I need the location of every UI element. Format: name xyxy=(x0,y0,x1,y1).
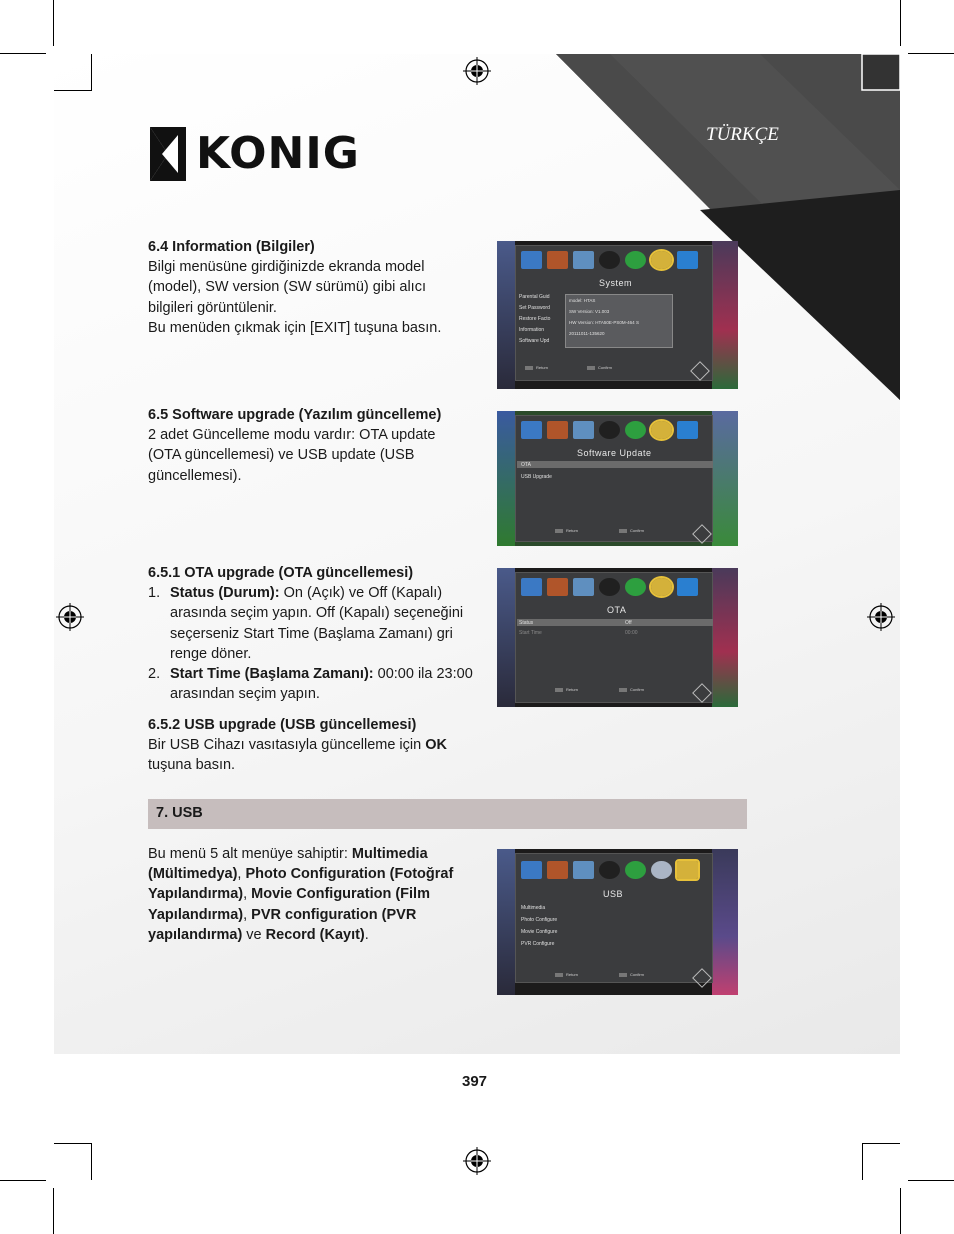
section-heading: 6.4 Information (Bilgiler) xyxy=(148,239,315,255)
footer-return xyxy=(525,365,548,370)
language-label: TÜRKÇE xyxy=(706,124,779,145)
chapter-bar xyxy=(148,799,747,829)
menu-title: OTA xyxy=(607,605,627,615)
background-image xyxy=(712,849,738,995)
menu-icon-row xyxy=(521,421,698,439)
crop-mark xyxy=(862,1143,900,1144)
section-heading: 6.5 Software upgrade (Yazılım güncelleme) xyxy=(148,407,442,423)
search-icon xyxy=(573,861,594,879)
term-label: Record (Kayıt) xyxy=(265,926,365,943)
paragraph-line: tuşuna basın. xyxy=(148,757,236,774)
usb-icon xyxy=(677,578,698,596)
term-label: yapılandırma) xyxy=(148,926,243,943)
info-line: model: HTAS xyxy=(569,298,596,303)
background-image xyxy=(712,241,738,389)
system-icon xyxy=(651,421,672,439)
paragraph-line: renge döner. xyxy=(170,645,252,662)
chapter-title: 7. USB xyxy=(156,805,203,821)
footer-label: Confirm xyxy=(630,972,645,977)
registration-mark-icon xyxy=(463,1147,491,1175)
menu-title: USB xyxy=(603,889,624,899)
tv-icon xyxy=(521,578,542,596)
setting-value: Off xyxy=(625,620,632,626)
info-line: HW Version: HTA50E-PS0M-464 S xyxy=(569,320,639,325)
exit-key-icon xyxy=(555,688,563,692)
selection-highlight xyxy=(517,461,713,468)
footer-confirm xyxy=(619,687,644,692)
background-image xyxy=(497,568,515,707)
footer-label: Return xyxy=(566,528,579,533)
exit-key-icon xyxy=(555,973,563,977)
ok-key-icon xyxy=(619,688,627,692)
tv-icon xyxy=(521,251,542,269)
page-number: 397 xyxy=(462,1073,488,1090)
clock-icon xyxy=(599,578,620,596)
info-line: 20111011-135620 xyxy=(569,331,605,336)
term-label: Status (Durum): xyxy=(170,585,280,602)
paragraph-line: 2 adet Güncelleme modu vardır: OTA update xyxy=(148,427,436,444)
paragraph-line: (model), SW version (SW sürümü) gibi alıcı xyxy=(148,279,426,296)
search-icon xyxy=(573,578,594,596)
exit-key-icon xyxy=(525,366,533,370)
paragraph-line: (OTA güncellemesi) ve USB update (USB xyxy=(148,447,415,464)
paragraph-line: Bu menüden çıkmak için [EXIT] tuşuna basın. xyxy=(148,319,442,336)
picture-icon xyxy=(547,251,568,269)
menu-item: Multimedia xyxy=(521,905,546,911)
term-label: Start Time (Başlama Zamanı): xyxy=(170,666,374,683)
system-icon xyxy=(651,578,672,596)
tv-icon xyxy=(521,421,542,439)
crop-mark xyxy=(862,1143,863,1180)
term-label: (Mültimedya) xyxy=(148,866,238,883)
section-ota-upgrade xyxy=(148,563,493,704)
key-label: OK xyxy=(425,737,447,754)
usb-icon xyxy=(677,421,698,439)
menu-title: System xyxy=(599,278,633,288)
separator-text: , xyxy=(243,906,252,923)
menu-item: Set Password xyxy=(519,305,550,311)
footer-return xyxy=(555,528,578,533)
crop-mark xyxy=(908,53,954,54)
menu-item: Restore Facto xyxy=(519,316,551,322)
term-label: Yapılandırma) xyxy=(148,886,244,903)
setting-label: Status xyxy=(519,620,534,626)
menu-item: Software Upd xyxy=(519,338,550,344)
crop-mark xyxy=(900,1188,901,1234)
globe-icon xyxy=(625,861,646,879)
screenshot-system-menu xyxy=(497,241,738,389)
section-software-upgrade xyxy=(148,405,488,486)
clock-icon xyxy=(599,861,620,879)
crop-mark xyxy=(91,1143,92,1180)
usb-icon xyxy=(677,861,698,879)
screenshot-usb-menu xyxy=(497,849,738,995)
footer-return xyxy=(555,687,578,692)
selection-highlight xyxy=(517,619,713,626)
list-number: 1. xyxy=(148,585,161,602)
term-label: Yapılandırma) xyxy=(148,906,244,923)
footer-label: Return xyxy=(536,365,549,370)
background-image xyxy=(712,411,738,546)
globe-icon xyxy=(625,578,646,596)
info-line: SW Version: V1.003 xyxy=(569,309,610,314)
crop-mark xyxy=(91,54,92,91)
section-heading: 6.5.1 OTA upgrade (OTA güncellemesi) xyxy=(148,565,414,581)
background-image xyxy=(712,568,738,707)
screenshot-ota-menu xyxy=(497,568,738,707)
footer-confirm xyxy=(619,972,644,977)
crop-mark xyxy=(0,1180,46,1181)
section-heading: 6.5.2 USB upgrade (USB güncellemesi) xyxy=(148,717,417,733)
footer-label: Confirm xyxy=(598,365,613,370)
separator-text: ve xyxy=(242,926,266,943)
footer-label: Confirm xyxy=(630,528,645,533)
paragraph-line: seçerseniz Start Time (Başlama Zamanı) gri xyxy=(170,625,453,642)
picture-icon xyxy=(547,578,568,596)
ok-key-icon xyxy=(619,973,627,977)
clock-icon xyxy=(599,421,620,439)
system-icon xyxy=(651,251,672,269)
paragraph-line: arasından seçim yapın. xyxy=(170,686,320,703)
menu-icon-row xyxy=(521,861,698,879)
konig-logo-icon xyxy=(148,127,188,181)
footer-label: Return xyxy=(566,687,579,692)
section-usb xyxy=(148,844,488,945)
menu-item: Movie Configure xyxy=(521,929,558,935)
crop-mark xyxy=(900,0,901,46)
background-image xyxy=(497,411,515,546)
system-icon xyxy=(651,861,672,879)
footer-confirm xyxy=(619,528,644,533)
registration-mark-icon xyxy=(56,603,84,631)
ok-key-icon xyxy=(619,529,627,533)
menu-item: OTA xyxy=(521,462,531,468)
paragraph-line: arasında seçim yapın. Off (Kapalı) seçeneğini xyxy=(170,605,464,622)
setting-label: Start Time xyxy=(519,630,542,636)
section-information xyxy=(148,237,488,338)
term-label: PVR configuration (PVR xyxy=(251,906,417,923)
paragraph-line: 00:00 ila 23:00 xyxy=(373,666,473,683)
paragraph-line: On (Açık) ve Off (Kapalı) xyxy=(279,585,443,602)
background-image xyxy=(497,849,515,995)
setting-value: 00:00 xyxy=(625,630,638,636)
registration-mark-icon xyxy=(867,603,895,631)
paragraph-line: Bir USB Cihazı vasıtasıyla güncelleme için xyxy=(148,737,426,754)
term-label: Photo Configuration (Fotoğraf xyxy=(245,866,454,883)
info-box xyxy=(565,294,673,348)
list-number: 2. xyxy=(148,666,161,683)
clock-icon xyxy=(599,251,620,269)
crop-mark xyxy=(908,1180,954,1181)
brand-logo-text: KONIG xyxy=(196,128,360,179)
menu-item: USB Upgrade xyxy=(521,474,552,480)
menu-icon-row xyxy=(521,578,698,596)
footer-label: Return xyxy=(566,972,579,977)
term-label: Movie Configuration (Film xyxy=(251,886,430,903)
menu-icon-row xyxy=(521,251,698,269)
crop-mark xyxy=(54,90,91,91)
picture-icon xyxy=(547,421,568,439)
exit-key-icon xyxy=(555,529,563,533)
crop-mark xyxy=(53,0,54,46)
ok-key-icon xyxy=(587,366,595,370)
crop-mark xyxy=(0,53,46,54)
menu-item: Parental Guid xyxy=(519,294,550,300)
term-label: Multimedia xyxy=(351,846,428,862)
picture-icon xyxy=(547,861,568,879)
paragraph-text: Bu menü 5 alt menüye sahiptir: xyxy=(148,846,352,862)
menu-item: Information xyxy=(519,327,545,333)
crop-mark xyxy=(54,1143,91,1144)
paragraph-line: güncellemesi). xyxy=(148,467,242,484)
tv-icon xyxy=(521,861,542,879)
usb-icon xyxy=(677,251,698,269)
registration-mark-icon xyxy=(463,57,491,85)
menu-title: Software Update xyxy=(577,448,652,458)
footer-confirm xyxy=(587,365,612,370)
section-usb-upgrade xyxy=(148,715,488,776)
search-icon xyxy=(573,421,594,439)
separator-text: . xyxy=(364,926,369,943)
globe-icon xyxy=(625,251,646,269)
separator-text: , xyxy=(237,866,246,883)
menu-item: PVR Configure xyxy=(521,941,555,947)
search-icon xyxy=(573,251,594,269)
separator-text: , xyxy=(243,886,252,903)
footer-return xyxy=(555,972,578,977)
screenshot-software-update xyxy=(497,411,738,546)
background-image xyxy=(497,241,515,389)
footer-label: Confirm xyxy=(630,687,645,692)
crop-mark xyxy=(53,1188,54,1234)
globe-icon xyxy=(625,421,646,439)
paragraph-line: Bilgi menüsüne girdiğinizde ekranda model xyxy=(148,259,425,276)
menu-item: Photo Configure xyxy=(521,917,558,923)
paragraph-line: bilgileri görüntülenir. xyxy=(148,299,277,316)
